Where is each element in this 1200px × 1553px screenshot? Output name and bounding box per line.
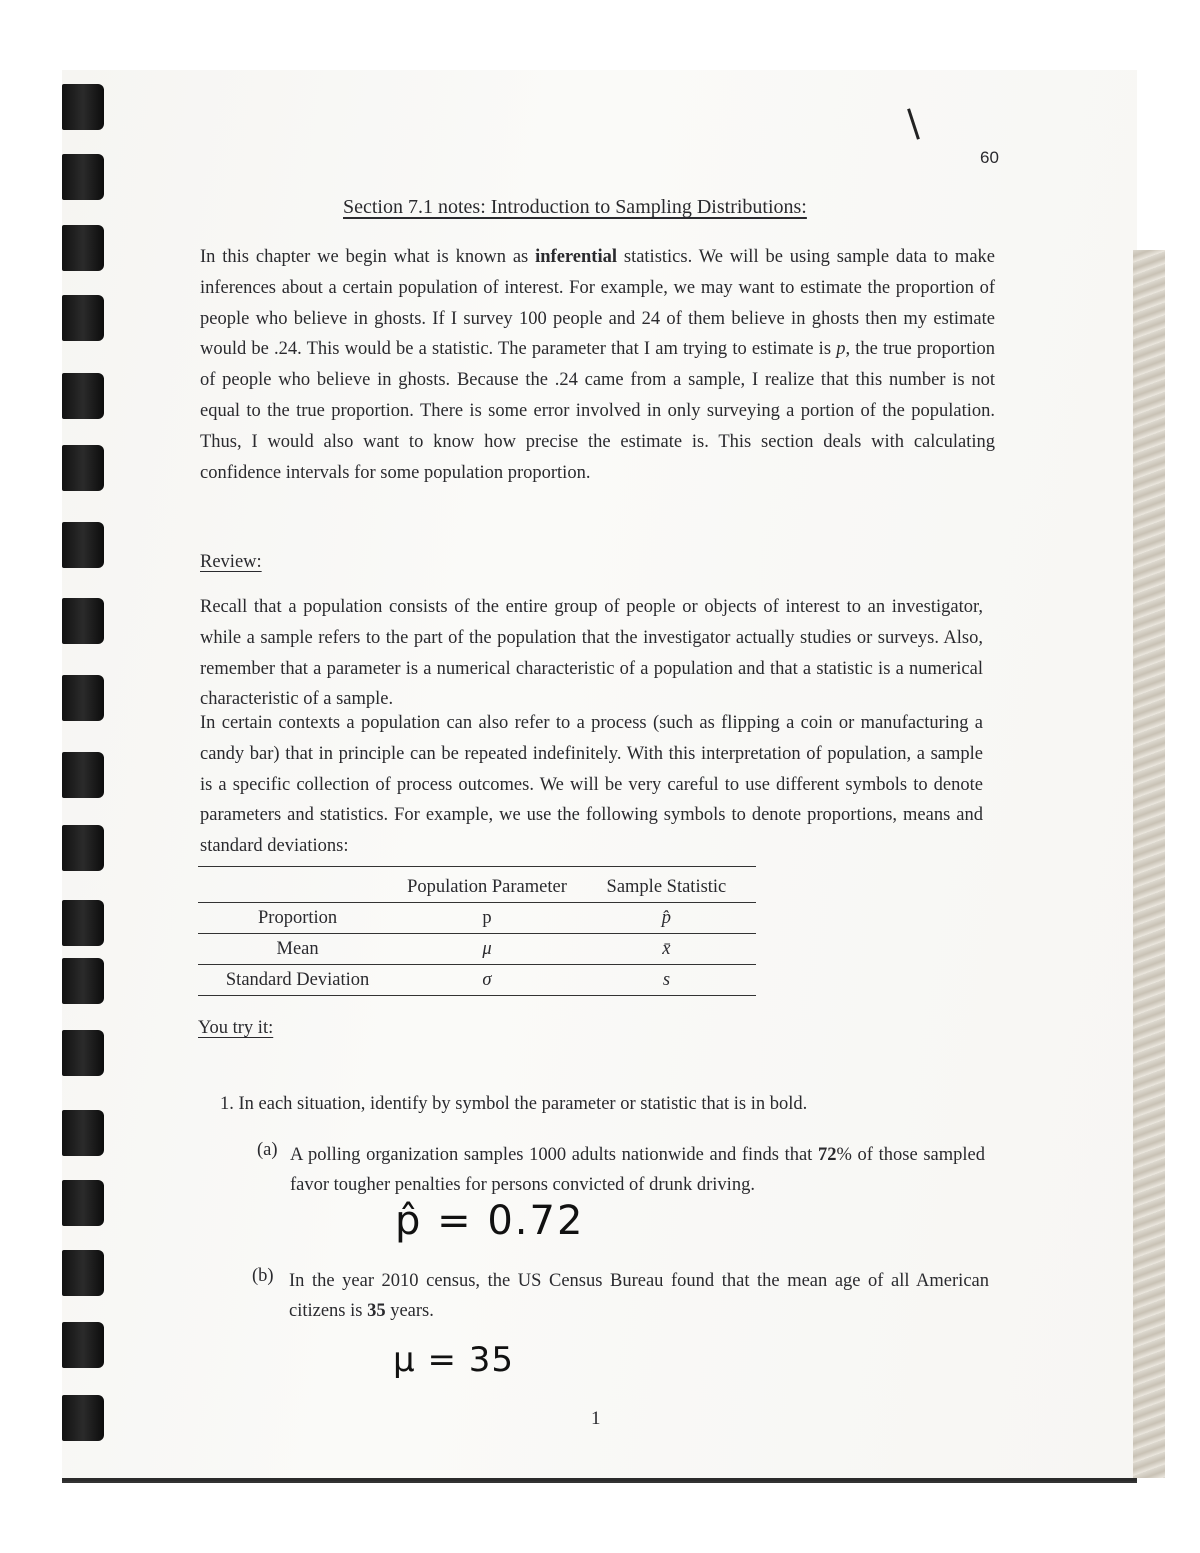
- intro-text-3: , the true proportion of people who believe in ghosts. Because the .24 came from a sample, I realize that this number is not equal to the true proportion. There is some error involved in only surveying a portion of the population. Thus, I would also want to know how precise the estimate is. This section deals with calculating confidence intervals for some population proportion.: [200, 339, 995, 483]
- binding-ring: [62, 84, 104, 130]
- binding-ring: [62, 1030, 104, 1076]
- part-a-label: (a): [257, 1140, 278, 1160]
- binding-ring: [62, 825, 104, 871]
- handwritten-answer-a: p̂ = 0.72: [395, 1198, 585, 1244]
- section-title: Section 7.1 notes: Introduction to Sampling Distributions:: [343, 196, 807, 218]
- part-b-label: (b): [252, 1266, 274, 1286]
- symbol-table: [198, 866, 756, 996]
- part-b-text-after: years.: [385, 1301, 434, 1321]
- row-label: Standard Deviation: [198, 965, 397, 996]
- binding-ring: [62, 958, 104, 1004]
- try-it-heading: You try it:: [198, 1018, 274, 1038]
- table-header-row: [198, 867, 756, 903]
- bottom-page-number: 1: [591, 1408, 601, 1429]
- binding-ring: [62, 225, 104, 271]
- parameter-symbol: p: [397, 903, 577, 934]
- table-row: [198, 934, 756, 965]
- binding-ring: [62, 154, 104, 200]
- binding-ring: [62, 1395, 104, 1441]
- review-heading: Review:: [200, 552, 262, 572]
- binding-ring: [62, 522, 104, 568]
- intro-text-2: statistics. We will be using sample data to make inferences about a certain population of interest. For example, we may want to estimate the proportion of people who believe in ghosts. If I survey 100 people and 24 of them believe in ghosts then my estimate would be .24. This would be a statistic. The parameter that I am trying to estimate is: [200, 247, 995, 360]
- intro-text-1: In this chapter we begin what is known as: [200, 247, 536, 267]
- spiral-binding: [62, 70, 107, 1478]
- intro-bold-term: inferential: [535, 247, 617, 267]
- part-a-bold-value: 72: [817, 1145, 837, 1165]
- binding-ring: [62, 598, 104, 644]
- intro-paragraph: [200, 242, 995, 488]
- part-a-text-before: A polling organization samples 1000 adults nationwide and finds that: [290, 1145, 818, 1165]
- binding-ring: [62, 675, 104, 721]
- part-b-bold-value: 35: [367, 1301, 386, 1321]
- binding-ring: [62, 1110, 104, 1156]
- statistic-symbol: x̄: [577, 934, 756, 965]
- top-page-number: 60: [980, 148, 999, 167]
- binding-ring: [62, 445, 104, 491]
- parameter-symbol: μ: [397, 934, 577, 965]
- part-a-text: [290, 1140, 985, 1200]
- row-label: Mean: [198, 934, 397, 965]
- statistic-symbol: s: [577, 965, 756, 996]
- statistic-symbol: p̂: [577, 903, 756, 934]
- part-a-text-after: % of those sampled favor tougher penalties for persons convicted of drunk driving.: [290, 1145, 985, 1195]
- part-b-text: [289, 1266, 989, 1326]
- page-stack-edge: [1133, 250, 1165, 1478]
- part-b-text-before: In the year 2010 census, the US Census Bureau found that the mean age of all American citizens is: [289, 1271, 989, 1321]
- handwritten-answer-b: μ = 35: [393, 1340, 514, 1380]
- binding-ring: [62, 1180, 104, 1226]
- row-label: Proportion: [198, 903, 397, 934]
- question-1: 1. In each situation, identify by symbol the parameter or statistic that is in bold.: [220, 1094, 808, 1114]
- binding-ring: [62, 373, 104, 419]
- parameter-symbol: σ: [397, 965, 577, 996]
- table-header-parameter: Population Parameter: [407, 876, 567, 897]
- review-paragraph-1: Recall that a population consists of the entire group of people or objects of interest to an investigator, while a sample refers to the part of the population that the investigator actually studies or surveys. Also, remember that a parameter is a numerical characteristic of a population and that a statistic is a numerical characteristic of a sample.: [200, 597, 983, 710]
- review-paragraph-2: In certain contexts a population can also refer to a process (such as flipping a coin or manufacturing a candy bar) that in principle can be repeated indefinitely. With this interpretation of population, a sample is a specific collection of process outcomes. We will be very careful to use different symbols to denote parameters and statistics. For example, we use the following symbols to denote proportions, means and standard deviations:: [200, 713, 983, 857]
- intro-italic-p: p: [836, 339, 846, 360]
- binding-ring: [62, 1322, 104, 1368]
- binding-ring: [62, 752, 104, 798]
- binding-ring: [62, 900, 104, 946]
- binding-ring: [62, 295, 104, 341]
- table-header-statistic: Sample Statistic: [606, 876, 727, 897]
- binding-ring: [62, 1250, 104, 1296]
- table-row: [198, 903, 756, 934]
- table-row: [198, 965, 756, 996]
- table-header-blank: [198, 867, 397, 903]
